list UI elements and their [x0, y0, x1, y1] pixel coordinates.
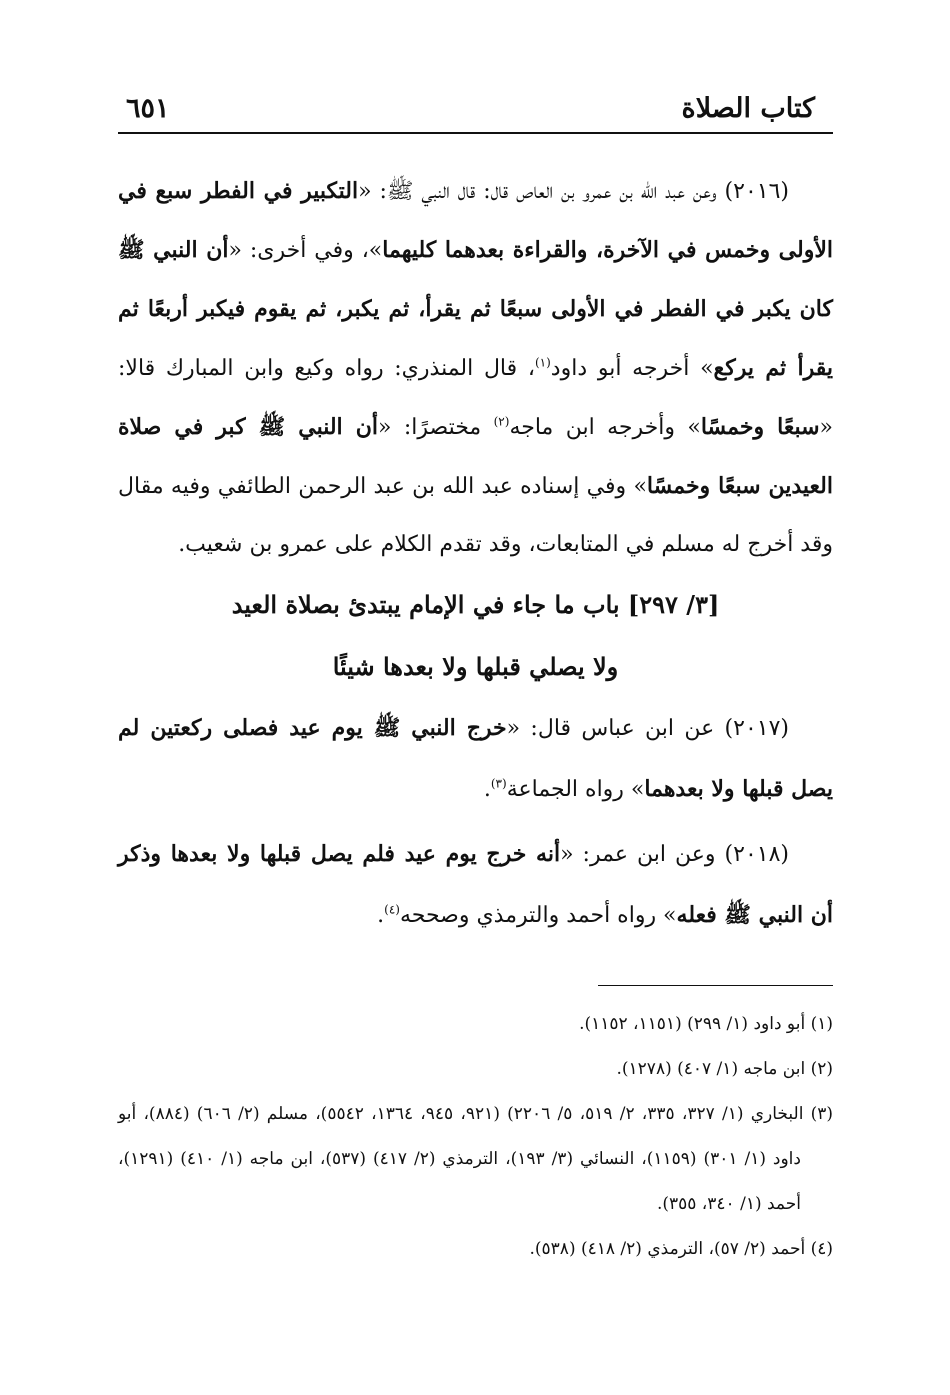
- main-text-top: [118, 162, 833, 574]
- narration-text: وعن ابن عمر: «: [560, 842, 725, 867]
- narration-text: » وأخرجه ابن ماجه: [509, 415, 701, 440]
- chapter-heading-line-2: ولا يصلي قبلها ولا بعدها شيئًا: [332, 652, 619, 681]
- hadith-quote: أن النبي ﷺ كان يكبر في الفطر في الأولى سبعًا ثم يقرأ، ثم يكبر، ثم يقوم فيكبر أربعًا ثم يقرأ ثم يركع: [118, 237, 833, 381]
- hadith-number: (٢٠١٦): [724, 179, 789, 204]
- footnote-reference: (٣): [490, 776, 507, 791]
- narration-text: ، قال المنذري: رواه وكيع وابن المبارك قالا: «: [118, 356, 833, 440]
- narration-text: » وفي إسناده عبد الله بن عبد الرحمن الطائفي وفيه مقال وقد أخرج له مسلم في المتابعات، وقد تقدم الكلام على عمرو بن شعيب.: [118, 474, 833, 557]
- footnote-separator: [598, 985, 833, 986]
- footnote: (١) أبو داود (١/ ٢٩٩) (١١٥١، ١١٥٢).: [579, 1014, 833, 1034]
- narration-text: » رواه أحمد والترمذي وصححه: [399, 903, 677, 928]
- footnote: (٢) ابن ماجه (١/ ٤٠٧) (١٢٧٨).: [616, 1059, 833, 1079]
- running-header: [118, 88, 833, 134]
- chapter-heading: [118, 574, 833, 698]
- hadith-paragraph: [118, 698, 833, 820]
- footnote: (٤) أحمد (٢/ ٥٧)، الترمذي (٢/ ٤١٨) (٥٣٨).: [529, 1239, 833, 1259]
- footnote-reference: (٤): [384, 902, 400, 917]
- hadith-number: (٢٠١٨): [724, 842, 789, 867]
- narration-text: مختصرًا: «: [378, 415, 494, 440]
- hadith-number: (٢٠١٧): [724, 716, 789, 741]
- page-number: ٦٥١: [126, 93, 170, 124]
- book-page: [118, 80, 833, 1340]
- narration-text: »، وفي أخرى: «: [228, 238, 383, 263]
- narration-text: عن ابن عباس قال: «: [506, 716, 725, 741]
- main-text-bottom: [118, 698, 833, 946]
- hadith-quote: التكبير في الفطر سبع في الأولى وخمس في الآخرة، والقراءة بعدهما كليهما: [118, 178, 834, 263]
- footnote-reference: (١): [534, 355, 551, 370]
- narration-text: .: [377, 903, 385, 928]
- chapter-title: كتاب الصلاة: [681, 93, 815, 124]
- footnote: (٣) البخاري (١/ ٣٢٧، ٣٣٥، ٢/ ٥١٩، ٥/ ٢٢٠٦) (٩٢١، ٩٤٥، ١٣٦٤، ٥٥٤٢)، مسلم (٢/ ٦٠٦) (٨٨٤)، أبو داود (١/ ٣٠١) (١١٥٩)، النسائي (٣/ ١٩٣)، الترمذي (٢/ ٤١٧) (٥٣٧)، ابن ماجه (١/ ٤١٠) (١٢٩١)، أحمد (١/ ٣٤٠، ٣٥٥).: [118, 1104, 834, 1214]
- hadith-paragraph: [118, 824, 833, 946]
- narration-text: » رواه الجماعة: [506, 777, 645, 802]
- hadith-quote: أنه خرج يوم عيد فلم يصل قبلها ولا بعدها وذكر أن النبي ﷺ فعله: [118, 841, 833, 928]
- hadith-quote: أن النبي ﷺ كبر في صلاة العيدين سبعًا وخمسًا: [118, 414, 833, 499]
- narration-text: وعن عبد الله بن عمرو بن العاص قال: قال النبي ﷺ: «: [358, 179, 725, 204]
- chapter-heading-line-1: [٣/ ٢٩٧] باب ما جاء في الإمام يبتدئ بصلاة العيد: [231, 590, 720, 619]
- footnote-reference: (٢): [493, 414, 510, 429]
- hadith-quote: سبعًا وخمسًا: [700, 414, 820, 440]
- narration-text: .: [483, 777, 491, 802]
- hadith-quote: خرج النبي ﷺ يوم عيد فصلى ركعتين لم يصل قبلها ولا بعدهما: [118, 715, 833, 802]
- hadith-paragraph: [118, 162, 833, 574]
- footnotes: [118, 1002, 833, 1272]
- narration-text: » أخرجه أبو داود: [550, 356, 714, 381]
